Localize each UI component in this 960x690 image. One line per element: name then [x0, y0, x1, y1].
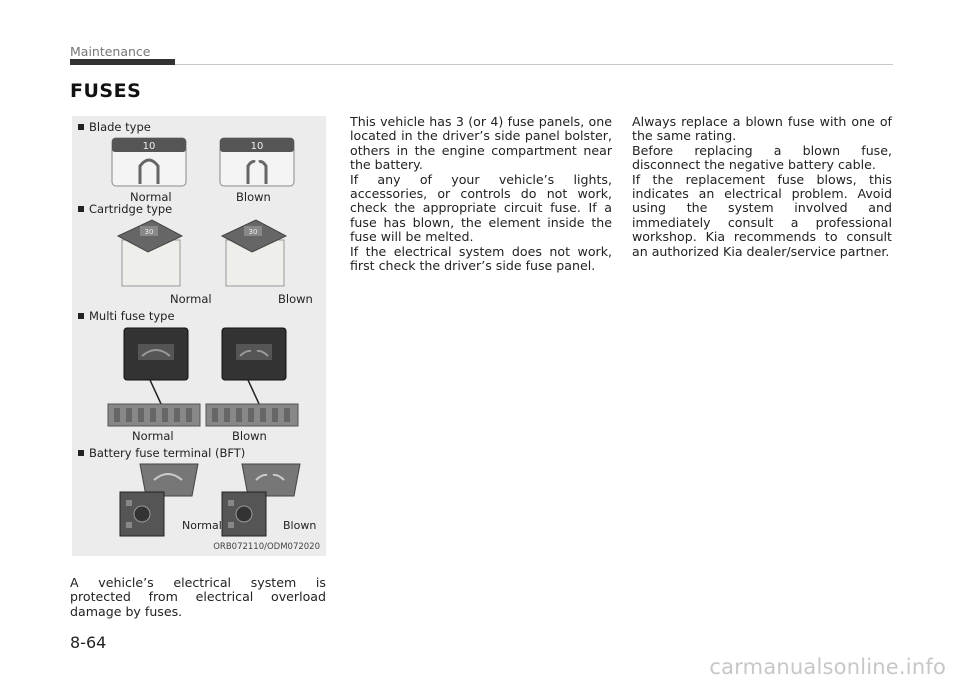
blade-type-label: Blade type — [78, 120, 151, 134]
multi-blown-caption: Blown — [232, 429, 267, 443]
paragraph: A vehicle’s electrical system is protected from electrical overload damage by fuses. — [70, 575, 326, 619]
paragraph: This vehicle has 3 (or 4) fuse panels, one located in the driver’s side panel bolster, others in the engine compartment near the battery. — [350, 114, 612, 173]
multi-normal-caption: Normal — [132, 429, 174, 443]
cartridge-blown-rating: 30 — [248, 228, 258, 236]
paragraph: If the electrical system does not work, first check the driver’s side fuse panel. — [350, 243, 612, 274]
blade-blown-rating: 10 — [250, 141, 264, 152]
multi-fuse-type-label: Multi fuse type — [78, 309, 175, 323]
cartridge-blown-caption: Blown — [278, 292, 313, 306]
right-column-text — [632, 115, 892, 259]
cartridge-type-label: Cartridge type — [78, 202, 172, 216]
header-bar — [70, 59, 175, 65]
page-number: 8-64 — [70, 633, 107, 652]
fuse-types-figure — [72, 116, 326, 556]
middle-column-text — [350, 115, 612, 273]
cartridge-fuse-blown-image — [216, 218, 292, 290]
cartridge-fuse-normal-image — [112, 218, 188, 290]
watermark: carmanualsonline.info — [709, 655, 946, 679]
bft-blown-caption: Blown — [283, 519, 317, 532]
bft-type-label: Battery fuse terminal (BFT) — [78, 446, 245, 460]
cartridge-normal-rating: 30 — [144, 228, 154, 236]
blade-normal-caption: Normal — [130, 190, 172, 204]
multi-fuse-blown-image — [204, 326, 300, 430]
section-header: Maintenance — [70, 44, 151, 59]
paragraph: Always replace a blown fuse with one of the same rating. — [632, 114, 892, 144]
cartridge-normal-caption: Normal — [170, 292, 212, 306]
blade-blown-caption: Blown — [236, 190, 271, 204]
bft-normal-caption: Normal — [182, 519, 222, 532]
figure-code: ORB072110/ODM072020 — [213, 542, 320, 552]
header-rule — [175, 64, 893, 65]
paragraph: Before replacing a blown fuse, disconnect the negative battery cable. — [632, 142, 892, 173]
intro-text — [70, 576, 326, 619]
blade-fuse-blown-image — [218, 136, 296, 188]
paragraph: If the replacement fuse blows, this indicates an electrical problem. Avoid using the system involved and immediately consult a professional workshop. Kia recommends to consult an authorized Kia dealer/service partner. — [632, 171, 892, 259]
paragraph: If any of your vehicle’s lights, accessories, or controls do not work, check the appropriate circuit fuse. If a fuse has blown, the element inside the fuse will be melted. — [350, 171, 612, 245]
blade-normal-rating: 10 — [142, 141, 156, 152]
page-title: FUSES — [70, 80, 142, 102]
blade-fuse-normal-image — [110, 136, 188, 188]
multi-fuse-normal-image — [106, 326, 202, 430]
